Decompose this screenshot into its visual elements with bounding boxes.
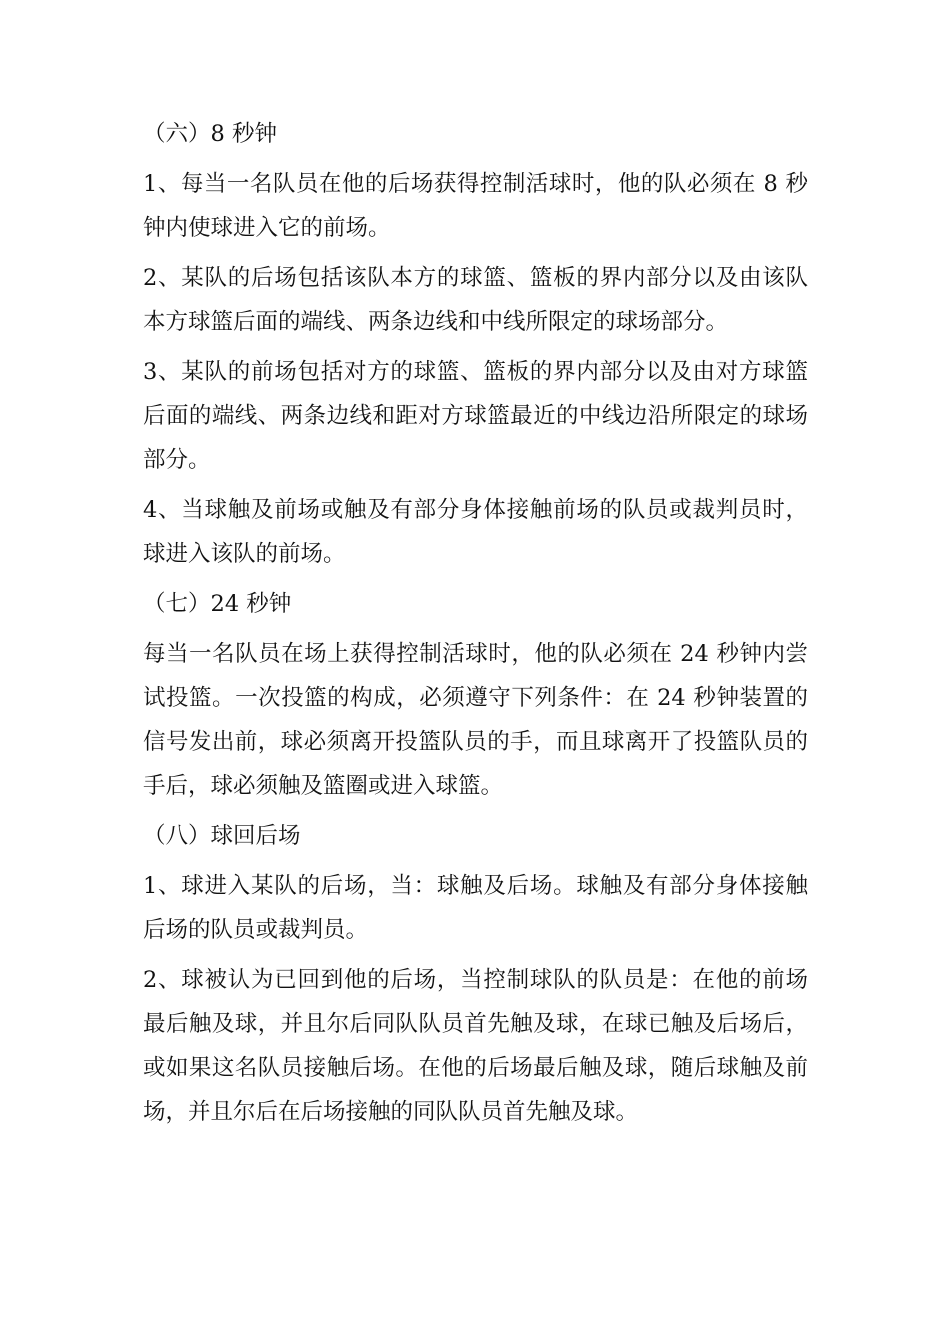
paragraph-8s-4: 4、当球触及前场或触及有部分身体接触前场的队员或裁判员时，球进入该队的前场。 [143,497,808,567]
paragraph-24s-1: 每当一名队员在场上获得控制活球时，他的队必须在 24 秒钟内尝试投篮。一次投篮的构成，必须遵守下列条件：在 24 秒钟装置的信号发出前，球必须离开投篮队员的手，而且球离开了投篮队员的手后，球必须触及篮圈或进入球篮。 [143,641,808,799]
document-body [143,112,808,1140]
section-heading-backcourt: （八）球回后场 [143,823,301,849]
paragraph-8s-2: 2、某队的后场包括该队本方的球篮、篮板的界内部分以及由该队本方球篮后面的端线、两条边线和中线所限定的球场部分。 [143,265,808,335]
paragraph-8s-1: 1、每当一名队员在他的后场获得控制活球时，他的队必须在 8 秒钟内使球进入它的前场。 [143,171,808,241]
paragraph-8s-3: 3、某队的前场包括对方的球篮、篮板的界内部分以及由对方球篮后面的端线、两条边线和距对方球篮最近的中线边沿所限定的球场部分。 [143,359,808,473]
section-heading-8-seconds: （六）8 秒钟 [143,121,277,147]
section-heading-24-seconds: （七）24 秒钟 [143,591,292,617]
paragraph-backcourt-2: 2、球被认为已回到他的后场，当控制球队的队员是：在他的前场最后触及球，并且尔后同队队员首先触及球，在球已触及后场后，或如果这名队员接触后场。在他的后场最后触及球，随后球触及前场，并且尔后在后场接触的同队队员首先触及球。 [143,967,808,1125]
paragraph-backcourt-1: 1、球进入某队的后场，当：球触及后场。球触及有部分身体接触后场的队员或裁判员。 [143,873,808,943]
